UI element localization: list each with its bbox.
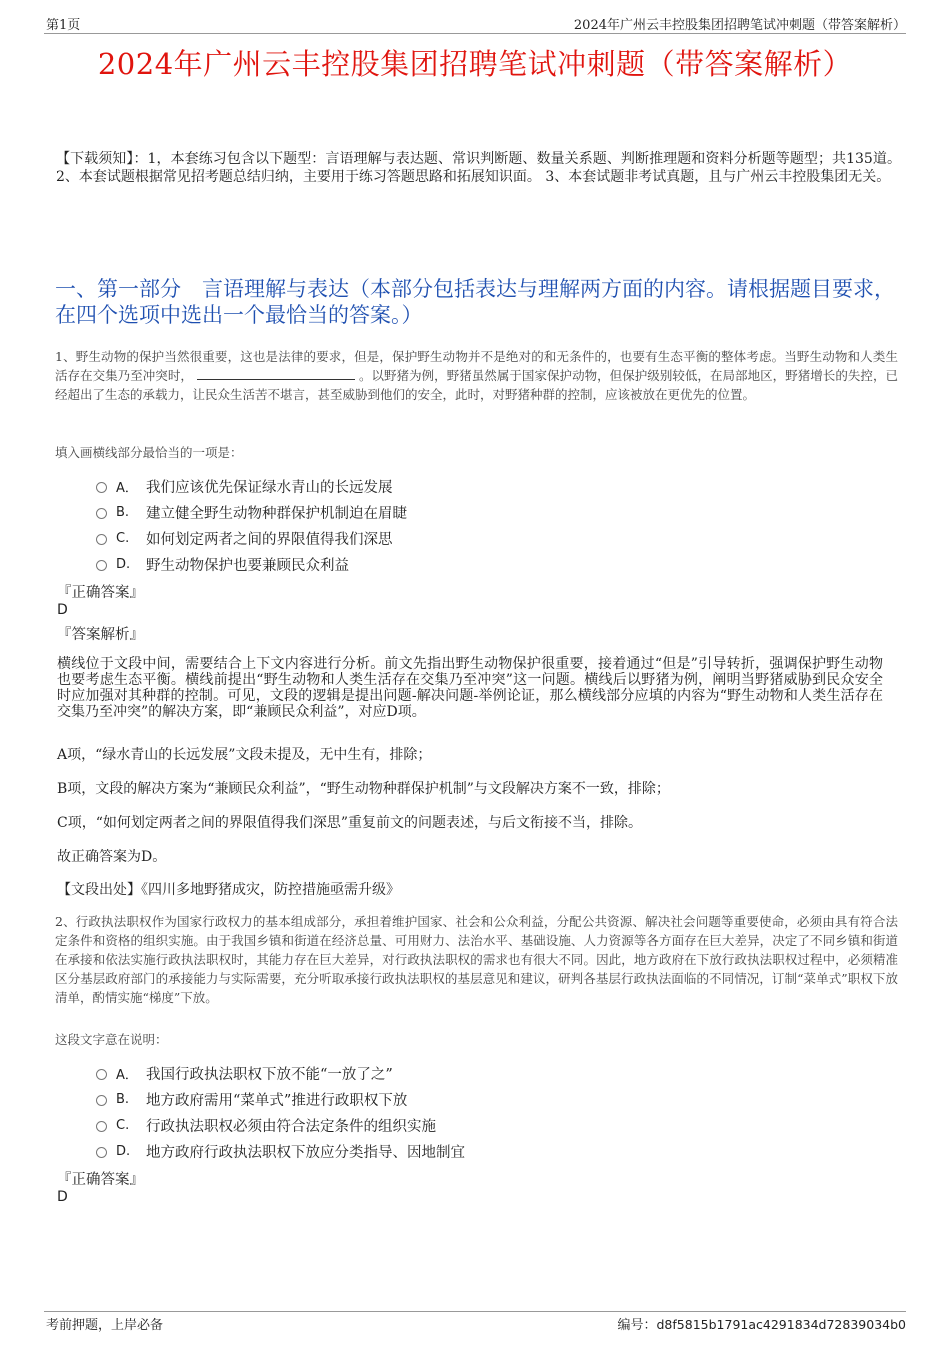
radio-icon[interactable] <box>96 1069 107 1080</box>
option-text: 我国行政执法职权下放不能“一放了之” <box>146 1066 393 1083</box>
radio-icon[interactable] <box>96 534 107 545</box>
question-1-prompt: 填入画横线部分最恰当的一项是： <box>55 445 243 460</box>
radio-icon[interactable] <box>96 508 107 519</box>
footer-code <box>617 1314 906 1333</box>
passage-source: 【文段出处】《四川多地野猪成灾，防控措施亟需升级》 <box>57 882 400 898</box>
download-notice: 【下载须知】：1，本套练习包含以下题型：言语理解与表达题、常识判断题、数量关系题、判断推理题和资料分析题等题型；共135道。 2、本套试题根据常见招考题总结归纳，主要用于练习答题思路和拓展知识面。 3、本套试题非考试真题，且与广州云丰控股集团无关。 <box>56 151 901 185</box>
question-1-text-after: 。以野猪为例，野猪虽然属于国家保护动物，但保护级别较低，在局部地区，野猪增长的失控，已经超出了生态的承载力，让民众生活苦不堪言，甚至威胁到他们的安全，此时，对野猪种群的控制，应该被放在更优先的位置。 <box>55 368 898 402</box>
option-letter: D. <box>116 1143 131 1159</box>
question-1-options <box>96 473 407 577</box>
option-d[interactable] <box>96 1138 465 1164</box>
question-1-text-before: 1、野生动物的保护当然很重要，这也是法律的要求，但是，保护野生动物并不是绝对的和无条件的，也要有生态平衡的整体考虑。当野生动物和人类生活存在交集乃至冲突时， <box>55 349 898 383</box>
correct-answer: D <box>57 602 68 618</box>
analysis-text: 横线位于文段中间，需要结合上下文内容进行分析。前文先指出野生动物保护很重要，接着通过“但是”引导转折，强调保护野生动物也要考虑生态平衡。横线前提出“野生动物和人类生活存在交集乃至冲突”这一问题。横线后以野猪为例，阐明当野猪威胁到民众安全时应加强对其种群的控制。可见，文段的逻辑是提出问题-解决问题-举例论证，那么横线部分应填的内容为“野生动物和人类生活存在交集乃至冲突”的解决方案，即“兼顾民众利益”，对应D项。 <box>57 656 883 720</box>
option-b[interactable] <box>96 499 407 525</box>
correct-answer: D <box>57 1189 68 1205</box>
option-d[interactable] <box>96 551 407 577</box>
option-letter: C. <box>116 1117 130 1133</box>
option-letter: C. <box>116 530 130 546</box>
question-2-prompt: 这段文字意在说明： <box>55 1032 168 1047</box>
correct-answer-label: 『正确答案』 <box>57 585 144 601</box>
radio-icon[interactable] <box>96 1095 107 1106</box>
option-letter: B. <box>116 504 130 520</box>
option-c[interactable] <box>96 525 407 551</box>
correct-answer-label: 『正确答案』 <box>57 1172 144 1188</box>
page-title: 2024年广州云丰控股集团招聘笔试冲刺题（带答案解析） <box>97 47 853 81</box>
question-2-options <box>96 1060 465 1164</box>
option-text: 行政执法职权必须由符合法定条件的组织实施 <box>146 1118 436 1135</box>
option-a[interactable] <box>96 473 407 499</box>
option-c[interactable] <box>96 1112 465 1138</box>
option-letter: A． <box>116 480 138 496</box>
section-title: 一、第一部分 言语理解与表达（本部分包括表达与理解两方面的内容。请根据题目要求，在四个选项中选出一个最恰当的答案。） <box>55 277 895 327</box>
question-1-text <box>55 347 898 404</box>
answer-blank <box>197 367 355 380</box>
option-b[interactable] <box>96 1086 465 1112</box>
radio-icon[interactable] <box>96 482 107 493</box>
option-text: 地方政府需用“菜单式”推进行政职权下放 <box>146 1092 408 1109</box>
header-page-label: 第1页 <box>46 18 81 33</box>
option-text: 地方政府行政执法职权下放应分类指导、因地制宜 <box>146 1144 465 1161</box>
option-letter: B. <box>116 1091 130 1107</box>
analysis-label: 『答案解析』 <box>57 627 144 643</box>
header-divider <box>44 33 906 34</box>
option-text: 建立健全野生动物种群保护机制迫在眉睫 <box>146 505 407 522</box>
footer-slogan: 考前押题，上岸必备 <box>46 1318 164 1333</box>
option-text: 野生动物保护也要兼顾民众利益 <box>146 557 349 574</box>
radio-icon[interactable] <box>96 1121 107 1132</box>
analysis-option-c: C项，“如何划定两者之间的界限值得我们深思”重复前文的问题表述，与后文衔接不当，排除。 <box>57 815 643 831</box>
footer-code-value: d8f5815b1791ac4291834d72839034b0 <box>656 1317 906 1332</box>
question-2-text: 2、行政执法职权作为国家行政权力的基本组成部分，承担着维护国家、社会和公众利益，分配公共资源、解决社会问题等重要使命，必须由具有符合法定条件和资格的组织实施。由于我国乡镇和街道在经济总量、可用财力、法治水平、基础设施、人力资源等各方面存在巨大差异，决定了不同乡镇和街道在承接和依法实施行政执法职权时，其能力存在巨大差异，对行政执法职权的需求也有很大不同。因此，地方政府在下放行政执法职权过程中，必须精准区分基层政府部门的承接能力与实际需要，充分听取承接行政执法职权的基层意见和建议，研判各基层行政执法面临的不同情况，订制“菜单式”职权下放清单，酌情实施“梯度”下放。 <box>55 914 898 1005</box>
footer-code-label: 编号： <box>617 1318 657 1333</box>
footer-divider <box>44 1311 906 1312</box>
option-text: 我们应该优先保证绿水青山的长远发展 <box>146 479 393 496</box>
option-a[interactable] <box>96 1060 465 1086</box>
analysis-option-a: A项，“绿水青山的长远发展”文段未提及，无中生有，排除； <box>57 747 432 763</box>
radio-icon[interactable] <box>96 1147 107 1158</box>
header-doc-title: 2024年广州云丰控股集团招聘笔试冲刺题（带答案解析） <box>573 18 906 33</box>
option-letter: D. <box>116 556 131 572</box>
option-text: 如何划定两者之间的界限值得我们深思 <box>146 531 393 548</box>
analysis-option-b: B项，文段的解决方案为“兼顾民众利益”，“野生动物种群保护机制”与文段解决方案不一致，排除； <box>57 781 670 797</box>
radio-icon[interactable] <box>96 560 107 571</box>
option-letter: A． <box>116 1067 138 1083</box>
analysis-conclusion: 故正确答案为D。 <box>57 849 167 865</box>
